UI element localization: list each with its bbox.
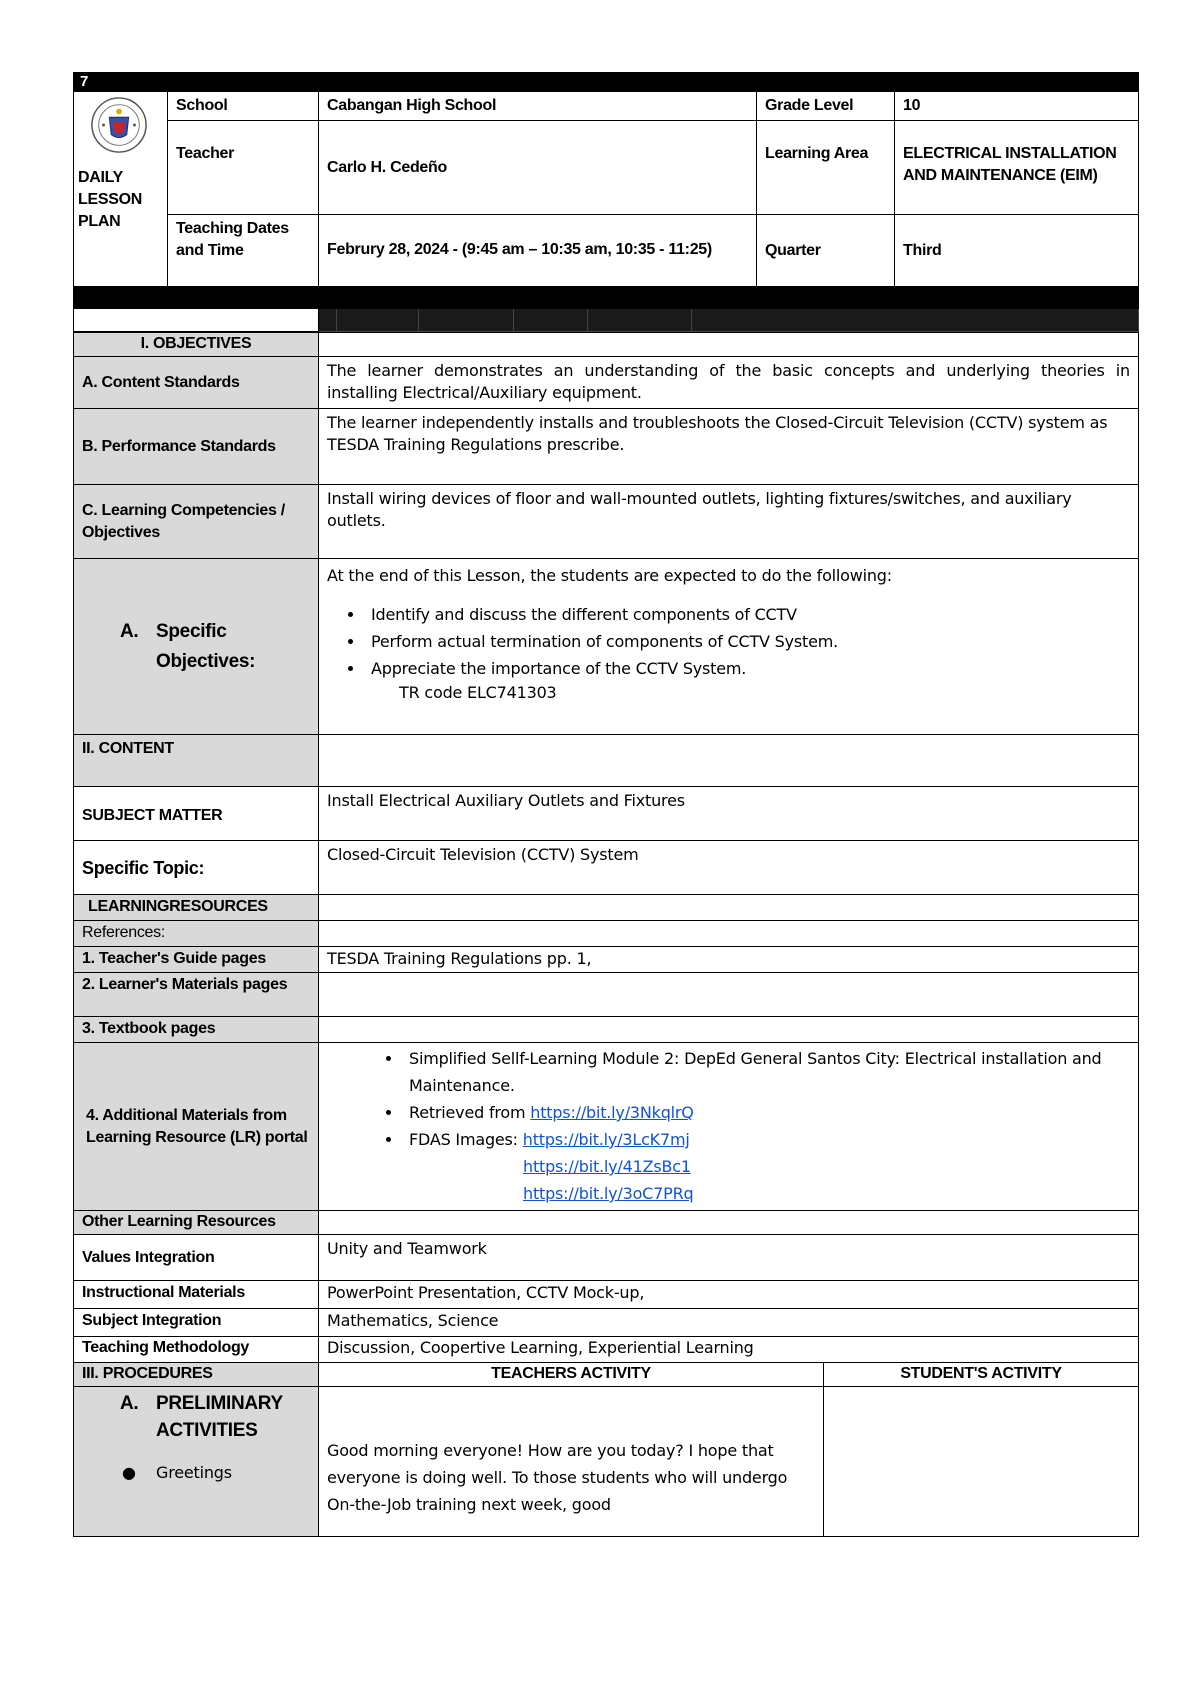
other-resources-label: Other Learning Resources (74, 1211, 319, 1235)
specific-objectives-value (319, 559, 1139, 735)
dates-value: Februry 28, 2024 - (9:45 am – 10:35 am, 10:35 - 11:25) (319, 215, 757, 287)
dark-cell (419, 309, 514, 332)
content-standards-value: The learner demonstrates an understanding of the basic concepts and underlying theories in installing Electrical/Auxiliary equipment. (319, 357, 1139, 409)
specific-intro: At the end of this Lesson, the students are expected to do the following: (327, 566, 892, 585)
tg-value: TESDA Training Regulations pp. 1, (319, 947, 1139, 973)
teacher-activity-text: Good morning everyone! How are you today? I hope that everyone is doing well. To those students who will undergo On-the-Job training next week, good (319, 1387, 824, 1537)
tg-label: 1. Teacher's Guide pages (74, 947, 319, 973)
prelim-label: PRELIMINARY ACTIVITIES (156, 1393, 283, 1441)
empty-cell (319, 1211, 1139, 1235)
preliminary-cell (74, 1387, 319, 1537)
teacher-value: Carlo H. Cedeño (319, 121, 757, 215)
school-label: School (168, 92, 319, 121)
tr-code: TR code ELC741303 (399, 683, 557, 702)
specific-topic-label: Specific Topic: (74, 841, 319, 895)
list-item: • Identify and discuss the different components of CCTV (365, 601, 1130, 628)
textbook-label: 3. Textbook pages (74, 1017, 319, 1043)
grade-label: Grade Level (757, 92, 895, 121)
prelim-num: A. (120, 1393, 139, 1414)
fdas-link-2[interactable]: https://bit.ly/41ZsBc1 (523, 1157, 691, 1176)
module-link[interactable]: https://bit.ly/3NkqlrQ (530, 1103, 694, 1122)
specific-label: Specific Objectives: (156, 620, 256, 672)
fdas-text: FDAS Images: (409, 1130, 523, 1149)
values-label: Values Integration (74, 1235, 319, 1281)
area-label: Learning Area (757, 121, 895, 215)
grade-value: 10 (895, 92, 1139, 121)
empty-cell (319, 973, 1139, 1017)
page-number: 7 (74, 73, 1139, 92)
dark-cell (337, 309, 419, 332)
integration-value: Mathematics, Science (319, 1309, 1139, 1337)
performance-standards-value: The learner independently installs and troubleshoots the Closed-Circuit Television (CCTV) system as TESDA Training Regulations prescribe. (319, 409, 1139, 485)
specific-topic-value: Closed-Circuit Television (CCTV) System (319, 841, 1139, 895)
content-heading: II. CONTENT (74, 735, 319, 787)
dark-cell (588, 309, 692, 332)
empty-cell (319, 333, 1139, 357)
retrieved-text: Retrieved from (409, 1103, 531, 1122)
subject-matter-label: SUBJECT MATTER (74, 787, 319, 841)
list-item: • Perform actual termination of components of CCTV System. (365, 628, 1130, 655)
main-table (73, 332, 1139, 1537)
header-table (73, 72, 1139, 287)
dark-cell (692, 309, 1139, 332)
list-item (403, 1126, 1130, 1153)
additional-list (327, 1045, 1130, 1153)
content-standards-label: A. Content Standards (74, 357, 319, 409)
bullet-icon: ● (122, 1463, 136, 1482)
references-label: References: (74, 921, 319, 947)
dlp-cell (74, 92, 168, 287)
specific-list (327, 601, 1130, 682)
list-item: • Simplified Sellf-Learning Module 2: DepEd General Santos City: Electrical installation and Maintenance. (403, 1045, 1130, 1099)
objectives-heading: I. OBJECTIVES (74, 333, 319, 357)
school-value: Cabangan High School (319, 92, 757, 121)
materials-value: PowerPoint Presentation, CCTV Mock-up, (319, 1281, 1139, 1309)
empty-cell (319, 735, 1139, 787)
methodology-value: Discussion, Coopertive Learning, Experiential Learning (319, 1337, 1139, 1363)
competencies-value: Install wiring devices of floor and wall-mounted outlets, lighting fixtures/switches, and auxiliary outlets. (319, 485, 1139, 559)
lm-label: 2. Learner's Materials pages (74, 973, 319, 1017)
dark-cell (514, 309, 588, 332)
procedures-heading: III. PROCEDURES (74, 1363, 319, 1387)
quarter-value: Third (895, 215, 1139, 287)
deped-seal-icon (90, 96, 148, 154)
subject-matter-value: Install Electrical Auxiliary Outlets and Fixtures (319, 787, 1139, 841)
values-value: Unity and Teamwork (319, 1235, 1139, 1281)
teacher-label: Teacher (168, 121, 319, 215)
resources-label: LEARNINGRESOURCES (74, 895, 319, 921)
dlp-title: DAILY LESSON PLAN (78, 169, 142, 230)
greetings-label: Greetings (156, 1463, 232, 1482)
additional-materials-value (319, 1043, 1139, 1211)
materials-label: Instructional Materials (74, 1281, 319, 1309)
specific-objectives-label-cell (74, 559, 319, 735)
quarter-label: Quarter (757, 215, 895, 287)
fdas-link-3[interactable]: https://bit.ly/3oC7PRq (523, 1184, 694, 1203)
lesson-plan-page (73, 72, 1138, 1537)
methodology-label: Teaching Methodology (74, 1337, 319, 1363)
area-value: ELECTRICAL INSTALLATION AND MAINTENANCE (EIM) (895, 121, 1139, 215)
integration-label: Subject Integration (74, 1309, 319, 1337)
fdas-link-1[interactable]: https://bit.ly/3LcK7mj (522, 1130, 690, 1149)
list-item (403, 1099, 1130, 1126)
empty-cell (319, 895, 1139, 921)
separator-table (73, 287, 1139, 332)
additional-materials-label: 4. Additional Materials from Learning Resource (LR) portal (74, 1043, 319, 1211)
list-item: • Appreciate the importance of the CCTV System. (365, 655, 1130, 682)
empty-cell (319, 1017, 1139, 1043)
specific-num: A. (120, 620, 139, 642)
blank-cell (74, 309, 319, 332)
dark-cell (319, 309, 337, 332)
black-band (74, 288, 1139, 309)
student-activity-cell (824, 1387, 1139, 1537)
performance-standards-label: B. Performance Standards (74, 409, 319, 485)
dates-label: Teaching Dates and Time (168, 215, 319, 287)
teacher-activity-heading: TEACHERS ACTIVITY (319, 1363, 824, 1387)
empty-cell (319, 921, 1139, 947)
competencies-label: C. Learning Competencies / Objectives (74, 485, 319, 559)
student-activity-heading: STUDENT'S ACTIVITY (824, 1363, 1139, 1387)
